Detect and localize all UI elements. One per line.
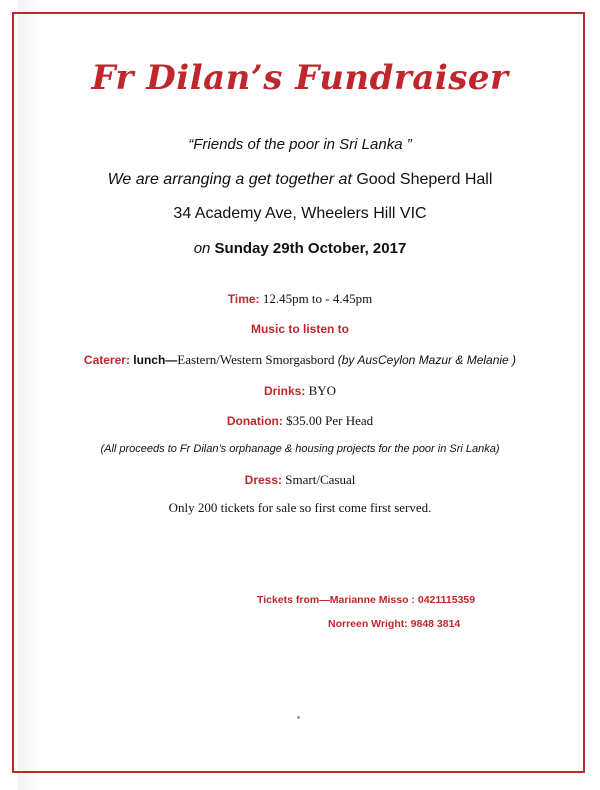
time-line bbox=[0, 291, 600, 307]
date-prefix: on bbox=[193, 240, 215, 257]
caterer-lunch: lunch bbox=[129, 353, 166, 367]
contact-marianne: Tickets from—Marianne Misso : 0421115359 bbox=[257, 594, 476, 606]
dress-label: Dress: bbox=[244, 473, 283, 487]
drinks-value: BYO bbox=[305, 383, 337, 398]
subtitle-quote: “Friends of the poor in Sri Lanka ” bbox=[188, 136, 412, 153]
time-value: 12.45pm to - 4.45pm bbox=[259, 291, 373, 306]
event-date: Sunday 29th October, 2017 bbox=[214, 240, 407, 257]
dress-value: Smart/Casual bbox=[282, 472, 356, 487]
arranging-line bbox=[0, 171, 600, 189]
music-line bbox=[0, 322, 600, 336]
arranging-text: We are arranging a get together at bbox=[107, 171, 357, 188]
proceeds-note: (All proceeds to Fr Dilan’s orphanage & housing projects for the poor in Sri Lanka) bbox=[100, 443, 500, 455]
address-line: 34 Academy Ave, Wheelers Hill VIC bbox=[173, 205, 427, 222]
caterer-dash: — bbox=[165, 353, 178, 367]
contact-norreen: Norreen Wright: 9848 3814 bbox=[328, 618, 461, 630]
caterer-value: Eastern/Western Smorgasbord bbox=[177, 352, 338, 367]
caterer-line bbox=[0, 352, 600, 368]
venue-name: Good Sheperd Hall bbox=[356, 171, 493, 188]
caterer-note: (by AusCeylon Mazur & Melanie ) bbox=[337, 353, 517, 367]
date-line bbox=[0, 240, 600, 257]
donation-value: $35.00 Per Head bbox=[282, 413, 374, 428]
donation-line bbox=[0, 413, 600, 429]
dress-line bbox=[0, 472, 600, 488]
scan-speck bbox=[297, 716, 300, 719]
tickets-note: Only 200 tickets for sale so first come first served. bbox=[168, 500, 432, 515]
drinks-label: Drinks: bbox=[263, 384, 306, 398]
drinks-line bbox=[0, 383, 600, 399]
donation-label: Donation: bbox=[226, 414, 283, 428]
music-text: Music to listen to bbox=[250, 322, 349, 336]
time-label: Time: bbox=[227, 292, 260, 306]
flyer-title: Fr Dilan’s Fundraiser bbox=[91, 58, 509, 98]
caterer-label: Caterer: bbox=[83, 353, 130, 367]
